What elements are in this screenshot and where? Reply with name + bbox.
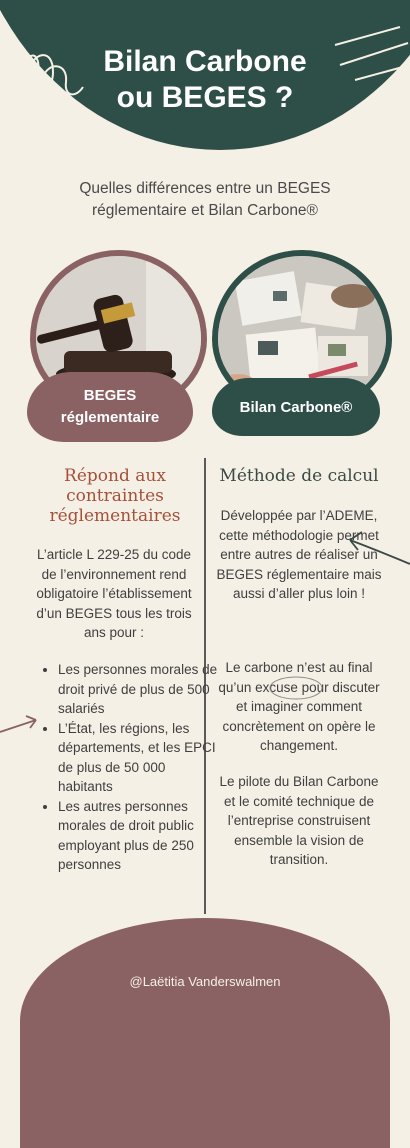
title-line-1: Bilan Carbone (103, 45, 307, 78)
arrow-left-doodle-icon (0, 710, 40, 740)
beges-label-line-1: BEGES (83, 387, 137, 404)
subtitle (30, 178, 380, 222)
left-intro-text: L’article L 229-25 du code de l’environnement rend obligatoire l’établissement d’un BEGES tous les trois ans pour : (36, 547, 192, 640)
list-item: • Les personnes morales de droit privé de plus de 500 salariés (58, 660, 218, 719)
circle-doodle-icon (268, 675, 324, 701)
left-heading-line-2: contraintes (66, 486, 164, 506)
left-heading (40, 466, 190, 526)
title-line-2: ou BEGES ? (116, 81, 294, 114)
subtitle-line-2: réglementaire et Bilan Carbone® (92, 202, 318, 219)
right-paragraph-1: Développée par l’ADEME, cette méthodologie permet entre autres de réaliser un BEGES réglementaire mais aussi d’aller plus loin ! (216, 508, 382, 601)
right-paragraph-3: Le pilote du Bilan Carbone et le comité technique de l’entreprise construisent ensemble la vision de transition. (219, 774, 379, 867)
list-item: • Les autres personnes morales de droit public employant plus de 250 personnes (58, 797, 218, 875)
list-item: • L’État, les régions, les départements, et les EPCI de plus de 50 000 habitants (58, 719, 218, 797)
left-heading-line-3: réglementaires (49, 506, 181, 526)
page-title (0, 44, 410, 116)
bilan-carbone-label-text: Bilan Carbone® (239, 398, 353, 416)
left-bullet-list (40, 660, 218, 875)
left-heading-line-1: Répond aux (64, 466, 166, 486)
subtitle-line-1: Quelles différences entre un BEGES (79, 180, 331, 197)
right-heading: Méthode de calcul (219, 466, 379, 486)
right-paragraph-2: Le carbone n’est au final qu’un excuse pour discuter et imaginer comment concrètement on opère le changement. (218, 660, 380, 753)
beges-label-line-2: réglementaire (60, 409, 160, 426)
beges-label (27, 372, 193, 442)
author-credit: @Laëtitia Vanderswalmen (129, 974, 281, 989)
footer-shape (20, 918, 390, 1148)
arrow-right-doodle-icon (346, 526, 410, 566)
bilan-carbone-label (212, 378, 380, 436)
